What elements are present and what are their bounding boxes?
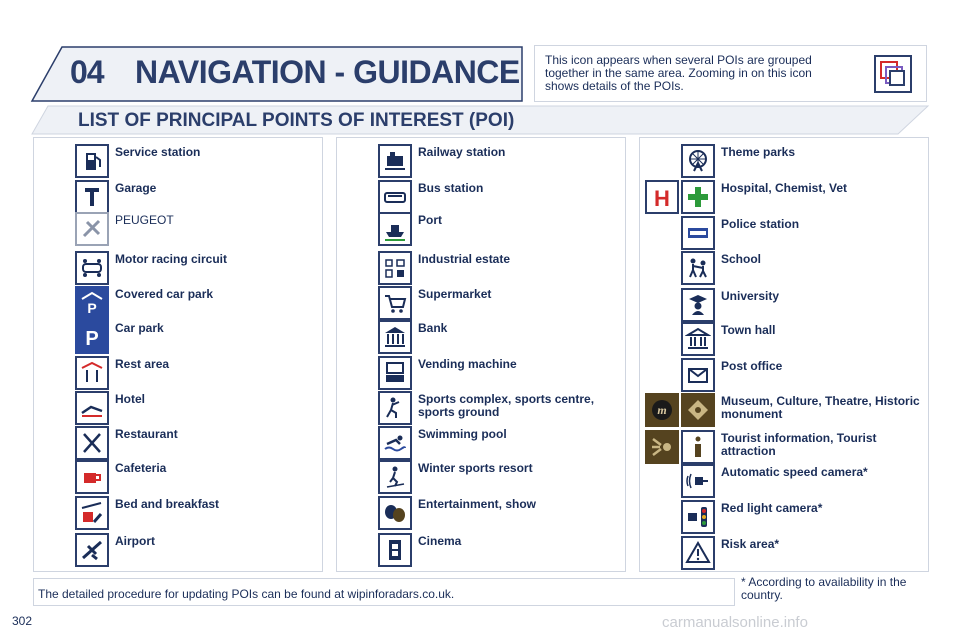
swimmer-icon xyxy=(378,426,412,460)
poi-item xyxy=(640,249,930,285)
poi-column-3 xyxy=(639,137,929,572)
ferris-wheel-icon xyxy=(681,144,715,178)
skier-icon xyxy=(378,460,412,494)
poi-label: Motor racing circuit xyxy=(115,252,228,266)
poi-label: Airport xyxy=(115,534,155,548)
poi-label: Theme parks xyxy=(721,145,796,159)
page-number: 302 xyxy=(12,614,33,628)
poi-item xyxy=(337,389,627,425)
train-icon xyxy=(378,144,412,178)
poi-item xyxy=(640,320,930,356)
poi-item xyxy=(640,214,930,250)
poi-label: Police station xyxy=(721,217,800,231)
film-icon xyxy=(378,533,412,567)
parking-icon xyxy=(75,320,109,354)
poi-item xyxy=(337,354,627,390)
poi-label: Hotel xyxy=(115,392,145,406)
poi-label: Risk area* xyxy=(721,537,780,551)
poi-item xyxy=(34,531,324,567)
police-icon xyxy=(681,216,715,250)
poi-label: Supermarket xyxy=(418,287,492,301)
atm-icon xyxy=(378,356,412,390)
poi-item xyxy=(34,354,324,390)
poi-label: Bus station xyxy=(418,181,484,195)
poi-item xyxy=(337,249,627,285)
bank-icon xyxy=(378,320,412,354)
watermark: carmanualsonline.info xyxy=(662,614,808,631)
coffee-cup-icon xyxy=(75,460,109,494)
poi-column-1 xyxy=(33,137,323,572)
poi-label: Swimming pool xyxy=(418,427,507,441)
red-light-camera-icon xyxy=(681,500,715,534)
chapter-number: 04 xyxy=(70,54,104,90)
warning-triangle-icon xyxy=(681,536,715,570)
grouped-poi-icon xyxy=(874,55,912,93)
procedure-note-text: The detailed procedure for updating POIs can be found at wipinforadars.co.uk. xyxy=(38,587,455,601)
ship-icon xyxy=(378,212,412,246)
poi-item xyxy=(34,284,324,320)
poi-item xyxy=(34,249,324,285)
poi-item xyxy=(337,178,627,214)
poi-item xyxy=(34,318,324,354)
poi-item xyxy=(337,424,627,460)
poi-label: Red light camera* xyxy=(721,501,823,515)
museum-icon xyxy=(645,393,679,427)
poi-item xyxy=(34,178,324,214)
poi-label: Automatic speed camera* xyxy=(721,465,868,479)
svg-text:P: P xyxy=(87,300,97,316)
race-car-icon xyxy=(75,251,109,285)
poi-label: PEUGEOT xyxy=(115,213,174,227)
grouped-poi-note-text: This icon appears when several POIs are grouped together in the same area. Zooming in on this icon shows details of the POIs. xyxy=(545,53,812,93)
children-icon xyxy=(681,251,715,285)
poi-label: Entertainment, show xyxy=(418,497,537,511)
poi-item xyxy=(640,391,930,427)
poi-label: University xyxy=(721,289,780,303)
svg-text:P: P xyxy=(85,328,99,350)
poi-label: School xyxy=(721,252,762,266)
poi-label: Port xyxy=(418,213,442,227)
poi-item xyxy=(640,286,930,322)
poi-item xyxy=(34,494,324,530)
poi-label: Industrial estate xyxy=(418,252,511,266)
poi-item xyxy=(34,210,324,246)
poi-label: Railway station xyxy=(418,145,506,159)
poi-item xyxy=(337,494,627,530)
poi-item xyxy=(34,424,324,460)
poi-item xyxy=(640,142,930,178)
poi-label: Bed and breakfast xyxy=(115,497,220,511)
poi-label: Garage xyxy=(115,181,157,195)
poi-label: Hospital, Chemist, Vet xyxy=(721,181,848,195)
poi-item xyxy=(34,389,324,425)
section-title: LIST OF PRINCIPAL POINTS OF INTEREST (POI) xyxy=(78,110,515,131)
bed-icon xyxy=(75,391,109,425)
bed-breakfast-icon xyxy=(75,496,109,530)
airplane-icon xyxy=(75,533,109,567)
poi-label: Bank xyxy=(418,321,448,335)
shopping-cart-icon xyxy=(378,286,412,320)
poi-label: Cafeteria xyxy=(115,461,167,475)
info-icon xyxy=(681,430,715,464)
poi-item xyxy=(337,210,627,246)
poi-label: Restaurant xyxy=(115,427,178,441)
poi-item xyxy=(337,142,627,178)
poi-item xyxy=(34,458,324,494)
poi-item xyxy=(640,428,930,464)
sports-icon xyxy=(378,391,412,425)
svg-text:m: m xyxy=(657,403,667,417)
factory-icon xyxy=(378,251,412,285)
grouped-poi-note xyxy=(534,45,927,102)
poi-label: Rest area xyxy=(115,357,170,371)
poi-label: Post office xyxy=(721,359,783,373)
poi-item xyxy=(640,462,930,498)
speed-camera-icon xyxy=(681,464,715,498)
bus-icon xyxy=(378,180,412,214)
envelope-icon xyxy=(681,358,715,392)
poi-label: Service station xyxy=(115,145,201,159)
procedure-note xyxy=(33,578,735,606)
poi-item xyxy=(337,318,627,354)
poi-item xyxy=(640,498,930,534)
poi-item xyxy=(337,458,627,494)
poi-label: Covered car park xyxy=(115,287,214,301)
poi-item xyxy=(640,356,930,392)
poi-label: Tourist information, Tourist attraction xyxy=(721,431,877,458)
poi-item xyxy=(640,534,930,570)
poi-label: Town hall xyxy=(721,323,776,337)
poi-item xyxy=(34,142,324,178)
poi-label: Car park xyxy=(115,321,164,335)
poi-label: Cinema xyxy=(418,534,462,548)
poi-label: Sports complex, sports centre, sports ground xyxy=(418,392,595,419)
poi-label: Museum, Culture, Theatre, Historic monument xyxy=(721,394,920,421)
poi-item xyxy=(337,284,627,320)
monument-icon xyxy=(681,393,715,427)
tourist-attraction-icon xyxy=(645,430,679,464)
fork-knife-icon xyxy=(75,426,109,460)
fuel-pump-icon xyxy=(75,144,109,178)
rest-area-icon xyxy=(75,356,109,390)
availability-note: * According to availability in the country. xyxy=(741,575,907,602)
covered-parking-icon xyxy=(75,286,109,320)
wrench-icon xyxy=(75,180,109,214)
poi-label: Winter sports resort xyxy=(418,461,533,475)
green-cross-icon xyxy=(681,180,715,214)
poi-item xyxy=(640,178,930,214)
poi-label: Vending machine xyxy=(418,357,517,371)
poi-item xyxy=(337,531,627,567)
svg-text:H: H xyxy=(654,186,670,210)
page-title: NAVIGATION - GUIDANCE xyxy=(135,54,520,90)
theatre-masks-icon xyxy=(378,496,412,530)
peugeot-service-icon xyxy=(75,212,109,246)
hospital-icon xyxy=(645,180,679,214)
graduate-icon xyxy=(681,288,715,322)
town-hall-icon xyxy=(681,322,715,356)
poi-column-2 xyxy=(336,137,626,572)
